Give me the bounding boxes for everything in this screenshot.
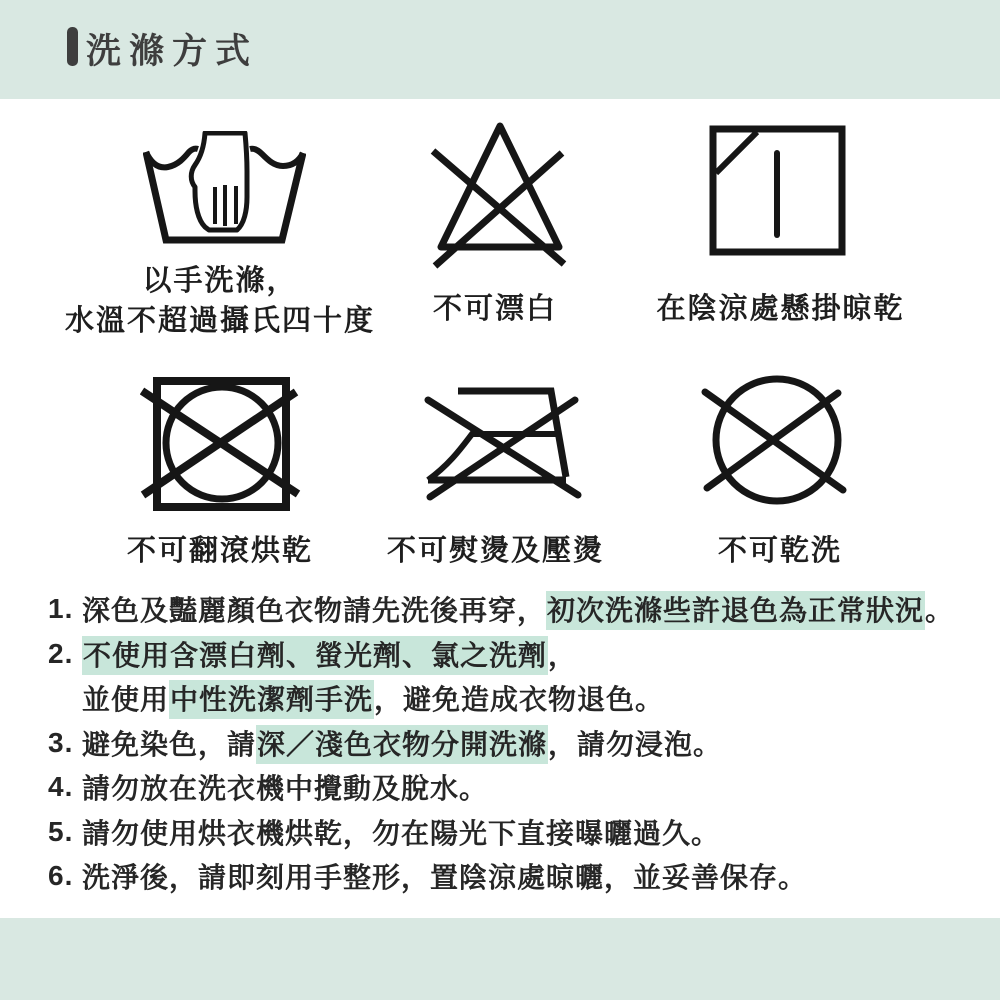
instruction-number: 6.: [48, 860, 74, 892]
instruction-text: 深色及豔麗顏色衣物請先洗後再穿，初次洗滌些許退色為正常狀況。: [82, 589, 954, 629]
instruction-text: 不使用含漂白劑、螢光劑、氯之洗劑，: [82, 634, 577, 674]
care-symbol-label: 不可熨燙及壓燙: [386, 535, 604, 567]
page-title: 洗滌方式: [86, 32, 259, 71]
header-band: [0, 0, 1000, 99]
instruction-item: [48, 765, 988, 810]
highlighted-text: 不使用含漂白劑、螢光劑、氯之洗劑: [82, 636, 548, 675]
do-not-bleach-icon: [425, 118, 572, 273]
title-accent-bar: [67, 27, 78, 66]
instruction-item: [48, 587, 988, 632]
instruction-list: [48, 587, 988, 899]
instruction-text: 避免染色，請深／淺色衣物分開洗滌，請勿浸泡。: [82, 723, 722, 763]
instruction-number: 3.: [48, 726, 74, 758]
instruction-item: [48, 721, 988, 766]
instruction-number: 2.: [48, 637, 74, 669]
care-symbol-label: 不可乾洗: [717, 535, 842, 567]
instruction-number: 4.: [48, 771, 74, 803]
instruction-text: 洗淨後，請即刻用手整形，置陰涼處晾曬，並妥善保存。: [82, 862, 808, 894]
do-not-iron-icon: [420, 385, 582, 503]
hang-dry-in-shade-icon: [709, 125, 846, 256]
footer-band: [0, 918, 1000, 1000]
highlighted-text: 初次洗滌些許退色為正常狀況: [546, 591, 925, 630]
instruction-item: [48, 632, 988, 677]
do-not-tumble-dry-icon: [140, 363, 306, 522]
care-symbol-label: 不可漂白: [432, 293, 557, 325]
instruction-number: 1.: [48, 593, 74, 625]
instruction-text: 並使用中性洗潔劑手洗，避免造成衣物退色。: [82, 678, 664, 718]
instruction-item: [48, 854, 988, 899]
care-symbol-label: 在陰涼處懸掛晾乾: [656, 293, 905, 325]
highlighted-text: 深／淺色衣物分開洗滌: [256, 725, 548, 764]
instruction-number: 5.: [48, 815, 74, 847]
instruction-text: 請勿使用烘衣機烘乾，勿在陽光下直接曝曬過久。: [82, 817, 721, 849]
do-not-dry-clean-icon: [698, 368, 854, 508]
highlighted-text: 中性洗潔劑手洗: [169, 680, 374, 719]
hand-wash-icon: [143, 131, 306, 247]
care-symbol-label: 水溫不超過攝氏四十度: [64, 305, 375, 337]
instruction-item: [48, 676, 988, 721]
instruction-item: [48, 810, 988, 855]
care-symbol-label: 以手洗滌，: [142, 265, 298, 297]
instruction-text: 請勿放在洗衣機中攪動及脫水。: [82, 773, 489, 805]
care-symbol-label: 不可翻滾烘乾: [126, 535, 313, 567]
